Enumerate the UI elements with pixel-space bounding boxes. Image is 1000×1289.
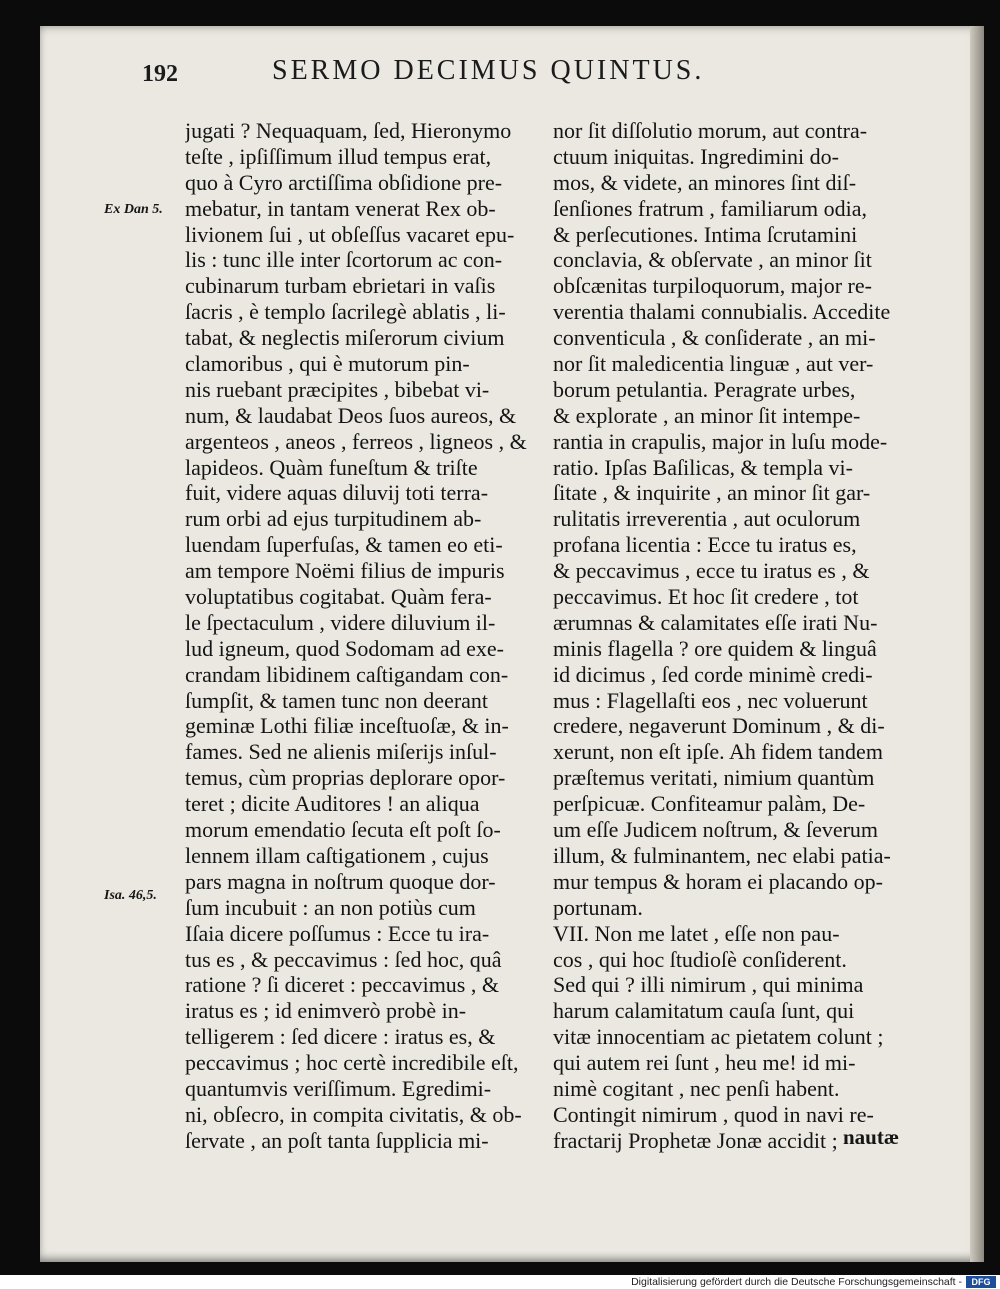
page-number: 192 <box>142 61 178 87</box>
text-line: quantumvis veriſſimum. Egredimi- <box>185 1075 492 1101</box>
text-line: Contingit nimirum , quod in navi re- <box>553 1101 874 1127</box>
text-line: verentia thalami connubialis. Accedite <box>553 299 891 325</box>
text-line: num, & laudabat Deos ſuos aureos, & <box>185 402 517 428</box>
text-line: rum orbi ad ejus turpitudinem ab- <box>185 506 482 532</box>
text-line: crandam libidinem caſtigandam con- <box>185 661 509 687</box>
text-line: am tempore Noëmi filius de impuris <box>185 558 505 584</box>
text-line: ctuum iniquitas. Ingredimini do- <box>553 143 839 169</box>
text-line: & explorate , an minor ſit intempe- <box>553 402 861 428</box>
text-line: iratus es ; id enimverò probè in- <box>185 998 467 1024</box>
text-line: ſenſiones fratrum , familiarum odia, <box>553 195 868 221</box>
text-line: ſervate , an poſt tanta ſupplicia mi- <box>185 1127 489 1153</box>
text-line: nor ſit maledicentia linguæ , aut ver- <box>553 351 874 377</box>
text-line: morum emendatio ſecuta eſt poſt ſo- <box>185 817 501 843</box>
text-line: ni, obſecro, in compita civitatis, & ob- <box>185 1101 522 1127</box>
page-header <box>140 55 780 95</box>
page-edge <box>970 26 984 1262</box>
text-line: lennem illam caſtigationem , cujus <box>185 842 489 868</box>
text-line: cubinarum turbam ebrietari in vaſis <box>185 273 496 299</box>
text-line: luendam ſuperfuſas, & tamen eo eti- <box>185 532 503 558</box>
left-text-column <box>185 118 530 1154</box>
text-line: lis : tunc ille inter ſcortorum ac con- <box>185 247 503 273</box>
text-line: pars magna in noſtrum quoque dor- <box>185 868 496 894</box>
text-line: borum petulantia. Peragrate urbes, <box>553 376 856 402</box>
text-line: ærumnas & calamitates eſſe irati Nu- <box>553 609 878 635</box>
text-line: ſacris , è templo ſacrilegè ablatis , li- <box>185 299 506 325</box>
text-line: ſumpſit, & tamen tunc non deerant <box>185 687 489 713</box>
text-line: lud igneum, quod Sodomam ad exe- <box>185 635 504 661</box>
text-line: mus : Flagellaſti eos , nec voluerunt <box>553 687 868 713</box>
text-line: cos , qui hoc ſtudioſè conſiderent. <box>553 946 847 972</box>
text-line: temus, cùm proprias deplorare opor- <box>185 765 506 791</box>
text-line: Iſaia dicere poſſumus : Ecce tu ira- <box>185 920 490 946</box>
text-line: præſtemus veritati, nimium quantùm <box>553 765 875 791</box>
text-line: minis flagella ? ore quidem & linguâ <box>553 635 877 661</box>
text-line: ratione ? ſi diceret : peccavimus , & <box>185 972 499 998</box>
text-line: voluptatibus cogitabat. Quàm fera- <box>185 584 492 610</box>
text-line: quo à Cyro arctiſſima obſidione pre- <box>185 169 503 195</box>
text-line: rantia in crapulis, major in luſu mode- <box>553 428 888 454</box>
text-line: & perſecutiones. Intima ſcrutamini <box>553 221 858 247</box>
text-line: illum, & fulminantem, nec elabi patia- <box>553 842 891 868</box>
text-line: harum calamitatum cauſa ſunt, qui <box>553 998 855 1024</box>
text-line: vitæ innocentiam ac pietatem colunt ; <box>553 1024 884 1050</box>
text-line: Sed qui ? illi nimirum , qui minima <box>553 972 864 998</box>
running-head: SERMO DECIMUS QUINTUS. <box>272 55 705 86</box>
text-line: le ſpectaculum , videre diluvium il- <box>185 609 496 635</box>
text-line: xerunt, non eſt ipſe. Ah fidem tandem <box>553 739 883 765</box>
text-line: argenteos , aneos , ferreos , ligneos , & <box>185 428 527 454</box>
text-line: fames. Sed ne alienis miſerijs inſul- <box>185 739 497 765</box>
text-line: clamoribus , qui è mutorum pin- <box>185 351 470 377</box>
text-line: mebatur, in tantam venerat Rex ob- <box>185 195 496 221</box>
text-line: obſcænitas turpiloquorum, major re- <box>553 273 872 299</box>
text-line: ſitate , & inquirite , an minor ſit gar- <box>553 480 871 506</box>
text-line: rulitatis irreverentia , aut oculorum <box>553 506 861 532</box>
text-line: teret ; dicite Auditores ! an aliqua <box>185 791 480 817</box>
text-line: nimè cogitant , nec penſi habent. <box>553 1075 840 1101</box>
text-line: mos, & videte, an minores ſint diſ- <box>553 169 857 195</box>
text-line: qui autem rei ſunt , heu me! id mi- <box>553 1050 856 1076</box>
text-line: peccavimus. Et hoc ſit credere , tot <box>553 584 859 610</box>
text-line: portunam. <box>553 894 643 920</box>
margin-note: Isa. 46,5. <box>104 888 157 903</box>
text-line: peccavimus ; hoc certè incredibile eſt, <box>185 1050 519 1076</box>
text-line: conventicula , & conſiderate , an mi- <box>553 325 876 351</box>
footer-bar <box>0 1275 1000 1289</box>
text-line: nor ſit diſſolutio morum, aut contra- <box>553 118 868 143</box>
text-line: profana licentia : Ecce tu iratus es, <box>553 532 857 558</box>
footer-credit: Digitalisierung gefördert durch die Deutsche Forschungsgemeinschaft - <box>631 1276 962 1288</box>
text-line: um eſſe Judicem noſtrum, & ſeverum <box>553 817 879 843</box>
text-line: perſpicuæ. Confiteamur palàm, De- <box>553 791 866 817</box>
text-line: teſte , ipſiſſimum illud tempus erat, <box>185 143 492 169</box>
text-line: lapideos. Quàm funeſtum & triſte <box>185 454 478 480</box>
text-line: VII. Non me latet , eſſe non pau- <box>553 920 840 946</box>
text-line: telligerem : ſed dicere : iratus es, & <box>185 1024 496 1050</box>
text-line: livionem ſui , ut obſeſſus vacaret epu- <box>185 221 515 247</box>
margin-note: Ex Dan 5. <box>104 202 163 217</box>
catchword: nautæ <box>843 1125 900 1149</box>
text-line: tabat, & neglectis miſerorum civium <box>185 325 505 351</box>
text-line: mur tempus & horam ei placando op- <box>553 868 883 894</box>
text-line: nis ruebant præcipites , bibebat vi- <box>185 376 490 402</box>
text-line: tus es , & peccavimus : ſed hoc, quâ <box>185 946 502 972</box>
dfg-logo: DFG <box>966 1276 996 1288</box>
text-line: & peccavimus , ecce tu iratus es , & <box>553 558 870 584</box>
text-line: conclavia, & obſervate , an minor ſit <box>553 247 872 273</box>
text-line: fuit, videre aquas diluvij toti terra- <box>185 480 489 506</box>
text-line: id dicimus , ſed corde minimè credi- <box>553 661 873 687</box>
text-line: ſum incubuit : an non potiùs cum <box>185 894 476 920</box>
text-line: jugati ? Nequaquam, ſed, Hieronymo <box>185 118 512 143</box>
right-text-column <box>553 118 913 1154</box>
text-line: ratio. Ipſas Baſilicas, & templa vi- <box>553 454 853 480</box>
text-line: geminæ Lothi filiæ inceſtuoſæ, & in- <box>185 713 509 739</box>
text-line: fractarij Prophetæ Jonæ accidit ; <box>553 1127 838 1153</box>
text-line: credere, negaverunt Dominum , & di- <box>553 713 885 739</box>
